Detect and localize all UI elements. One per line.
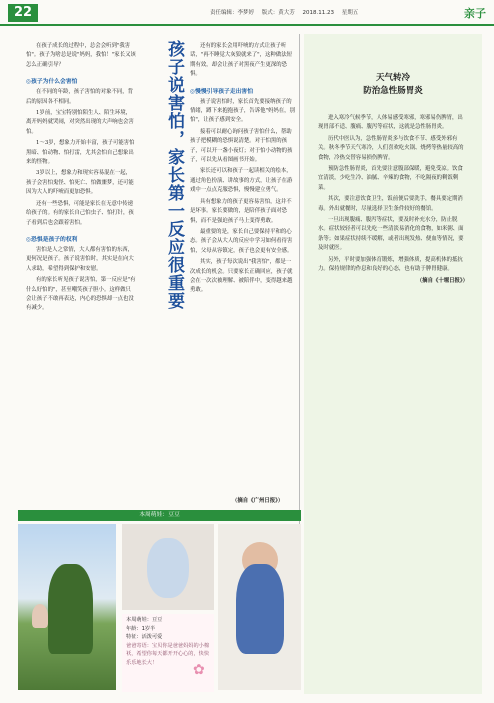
- card-trait: 特征：活泼可爱: [126, 634, 163, 641]
- para: 在不同的年龄，孩子害怕的对象不同，背后的原因各不相同。: [26, 89, 134, 105]
- para: 1岁前，宝宝特别怕陌生人、陌生环境，离开妈妈就哭闹，对突然出现的大声响也会害怕。: [26, 110, 134, 135]
- article-source: （摘自《广州日报》）: [232, 498, 284, 504]
- cute-baby-section: [18, 510, 301, 695]
- section-name: 亲子: [464, 7, 486, 20]
- para: 具有想象力的孩子更容易害怕，这并不是坏事。家长要做的，是陪伴孩子面对恐惧，而不是强迫孩子马上变得勇敢。: [190, 198, 292, 224]
- article-headline: 孩子说害怕，家长第一反应很重要: [164, 40, 184, 310]
- deer-topiary-shape: [48, 564, 93, 654]
- sidebar-source: （摘自《十堰日报》）: [416, 277, 468, 284]
- para: 1～3岁，想象力开始丰富，孩子可能害怕黑暗、怕动物、怕打雷，尤其会怕自己想象出来的怪物。: [26, 140, 135, 166]
- para: 还有的家长会用吓唬的方式让孩子听话，"再不睡觉大灰狼就来了"，这种做法短期有效，却会让孩子对黑夜产生更深的恐惧。: [190, 43, 292, 78]
- subheading: ◎恐惧是孩子的权利: [26, 236, 78, 243]
- article-column-1: [26, 42, 136, 316]
- sidebar-title: [304, 72, 482, 98]
- para: 最重要的是，家长自己要保持平和的心态。孩子会从大人的反应中学习如何看待害怕，父母从容镇定，孩子也会更有安全感。: [190, 228, 293, 254]
- column-divider: [299, 34, 300, 524]
- baby-body: [236, 564, 284, 654]
- sidebar-title-line-1: 天气转冷: [375, 73, 410, 83]
- page-number: 22: [8, 4, 38, 22]
- para: 3岁以上，想象力和现实容易混在一起，孩子会害怕鬼怪、怕死亡、怕做噩梦，还可能因为大人的吓唬而更加恐惧。: [26, 170, 134, 196]
- para: 接着可以耐心询问孩子害怕什么，帮助孩子把模糊的恐惧说清楚。对于怕黑的孩子，可以开一盏小夜灯；对于怕小动物的孩子，可以先从看图画书开始。: [190, 128, 293, 164]
- para: 在孩子成长的过程中，总会会听到"我害怕"。孩子为啥总是说"妈妈，我怕！"家长又该怎么正确引导？: [26, 43, 136, 68]
- para: 另外，平时要加强体育锻炼，增强体质，提高机体的抵抗力。保持规律的作息和良好的心态，也有助于脾胃健康。: [318, 256, 463, 273]
- sidebar-title-line-2: 防治急性肠胃炎: [363, 86, 423, 96]
- flower-icon: ✿: [193, 662, 205, 678]
- issue-weekday: 星期五: [341, 10, 359, 16]
- page-header: [0, 0, 494, 26]
- para: 家长还可以和孩子一起读相关的绘本，通过角色扮演、讲故事的方式，让孩子在游戏中一点点克服恐惧，慢慢建立勇气。: [190, 168, 293, 194]
- para: 进入寒冷气候季节，人体易感受寒邪，寒邪易伤脾胃，出现胃部不适、腹痛、腹泻等症状，这就是急性肠胃炎。: [318, 115, 463, 131]
- article-column-2: [190, 42, 296, 298]
- para: 有的家长听见孩子说害怕，第一反应是"有什么好怕的"，甚至嘲笑孩子胆小。这样做只会让孩子不敢再表达，内心的恐惧却一点也没有减少。: [26, 277, 136, 312]
- para: 一旦出现腹痛、腹泻等症状，要及时补充水分，防止脱水。症状较轻者可以先吃一些清淡易消化的食物，如米粥、面条等；如果症状持续不缓解，或者出现发热、便血等情况，要及时就医。: [318, 217, 464, 252]
- designer-credit: 版式：黄大芳: [261, 10, 295, 16]
- card-age: 年龄：1岁半: [126, 625, 156, 632]
- header-meta: [210, 8, 364, 16]
- para: 历代中医认为，急性肠胃炎多与饮食不节、感受外邪有关。秋冬季节天气寒冷，人们喜欢吃火锅、烧烤等热量较高的食物，冷热交替容易损伤脾胃。: [318, 135, 464, 161]
- baby-photo-sitting: [122, 524, 214, 610]
- child-figure: [32, 604, 48, 628]
- baby-info-card: [122, 614, 214, 692]
- para: 还有一些恐惧，可能是家长在无意中传递给孩子的。有的家长自己怕虫子、怕打针，孩子看到后也会跟着害怕。: [26, 200, 134, 226]
- issue-date: 2018.11.23: [302, 10, 335, 16]
- sidebar-body: [318, 114, 468, 286]
- para: 孩子说害怕时，家长首先要接纳孩子的情绪，蹲下来抱抱孩子，告诉他"妈妈在，别怕"，让孩子感到安全。: [190, 98, 295, 124]
- health-sidebar: [304, 34, 482, 694]
- card-note: 爸爸寄语：宝贝你是爸爸妈妈的小棉袄，希望你每天都开开心心的，快快乐乐地长大！: [126, 642, 210, 666]
- baby-photo-park: [18, 524, 116, 690]
- baby-figure: [147, 538, 189, 598]
- para: 预防急性肠胃炎，首先要注意腹部保暖，避免受凉。饮食宜清淡，少吃生冷、油腻、辛辣的食物，不吃隔夜的剩饭剩菜。: [318, 166, 463, 191]
- para: 其次，要注意饮食卫生，饭前便后要洗手，餐具要定期消毒。外出就餐时，尽量选择卫生条件较好的餐馆。: [318, 196, 463, 212]
- subheading: ◎孩子为什么会害怕: [26, 79, 78, 86]
- subheading: ◎慢慢引导孩子走出害怕: [190, 88, 254, 95]
- para: 其实，孩子每次说出"我害怕"，都是一次成长的机会。只要家长正确回应，孩子就会在一次次被理解、被陪伴中，变得越来越勇敢。: [190, 259, 293, 294]
- baby-photo-standing: [218, 524, 301, 690]
- card-name: 本周萌娃：豆豆: [126, 617, 163, 623]
- photo-section-title: 本周萌娃：豆豆: [18, 510, 301, 521]
- para: 害怕是人之常情，大人都有害怕的东西，更何况是孩子。孩子说害怕时，其实是在向大人求助，希望得到保护和安慰。: [26, 246, 134, 272]
- editor-credit: 责任编辑：李梦婷: [210, 10, 255, 16]
